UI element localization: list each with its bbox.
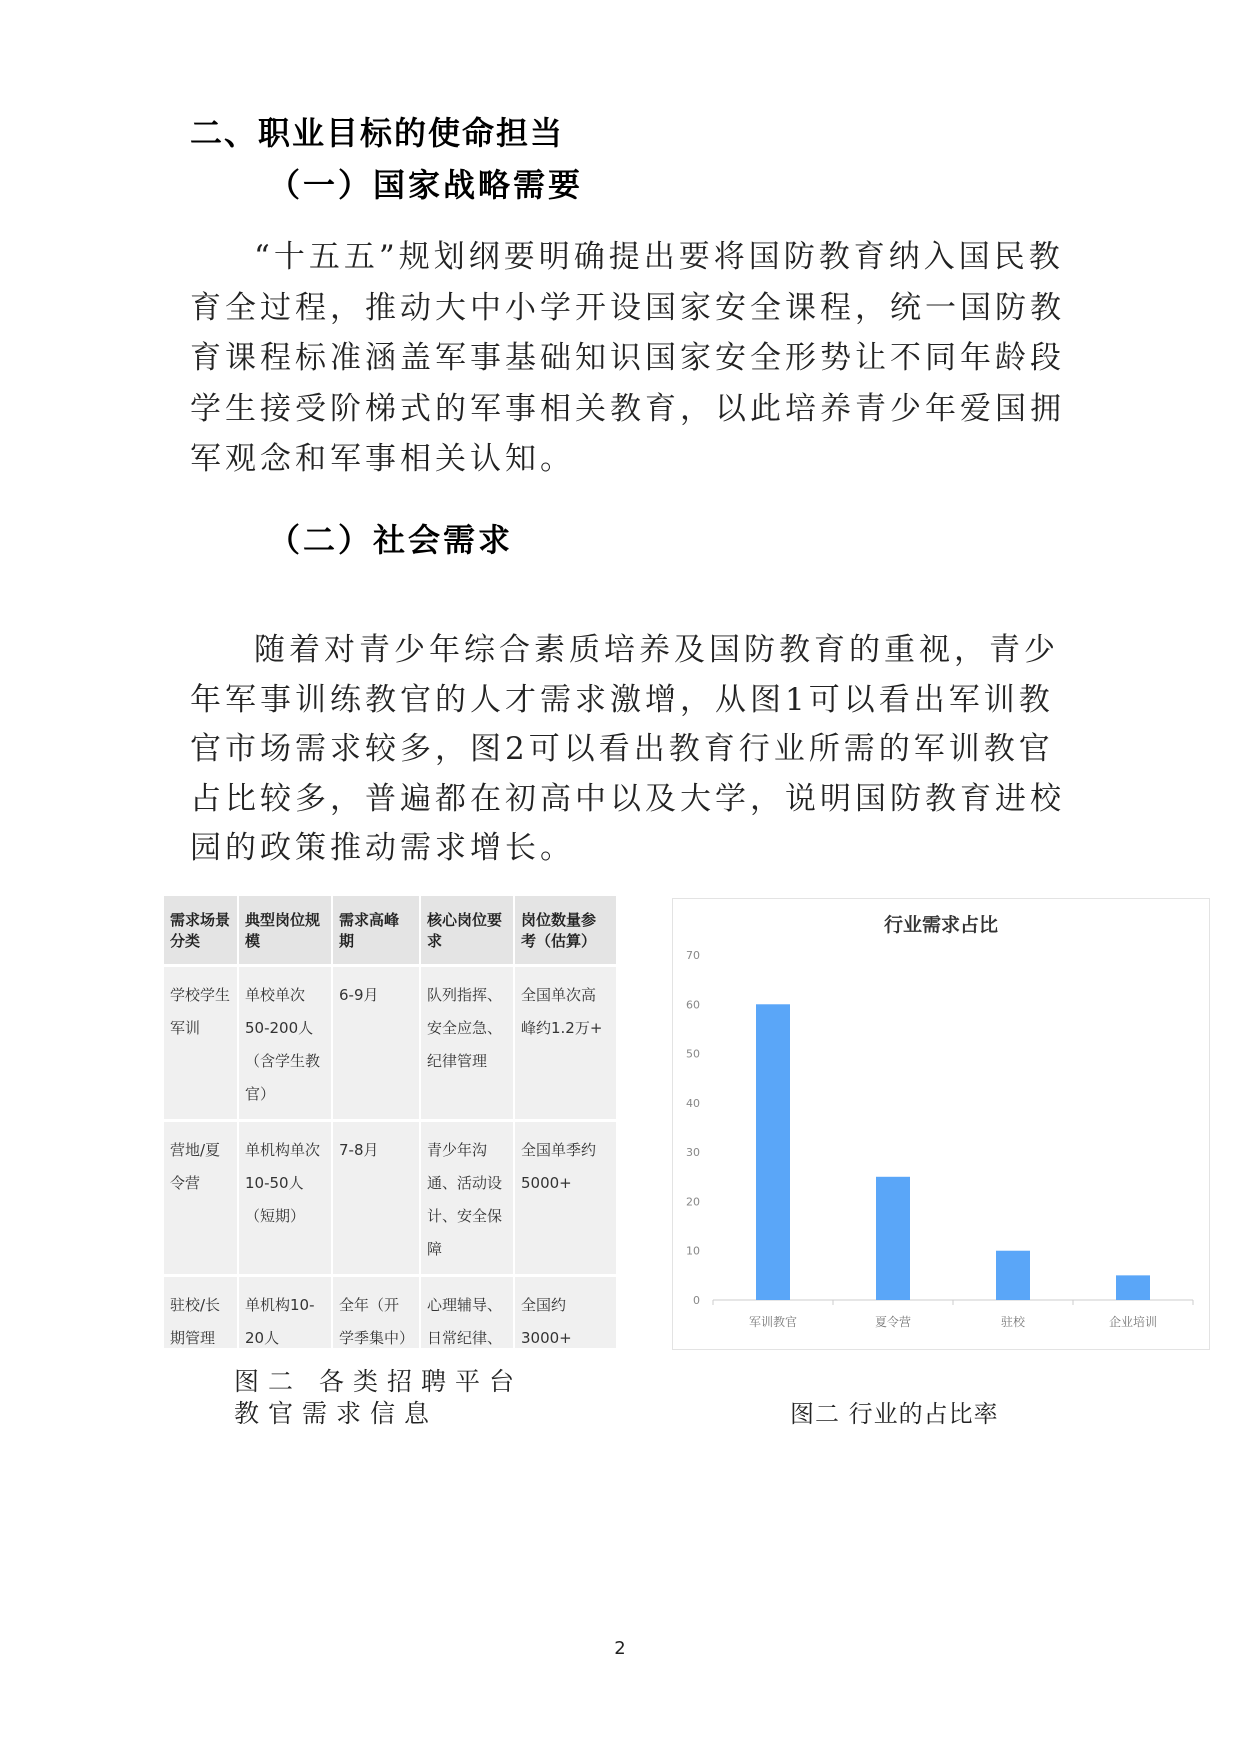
subsection-title-demand: （二）社会需求: [268, 521, 514, 559]
section-title: 二、职业目标的使命担当: [190, 114, 565, 152]
table-cell: 6-9月: [332, 966, 420, 1121]
table-header-cell: 典型岗位规模: [238, 896, 332, 966]
bar: [756, 1004, 790, 1300]
table-caption: 图二 各类招聘平台教官需求信息: [234, 1367, 523, 1428]
table-row: [164, 966, 616, 1121]
table-cell: 全年（开学季集中）: [332, 1276, 420, 1349]
x-tick-label: 军训教官: [748, 1315, 798, 1329]
x-tick-label: 企业培训: [1108, 1315, 1158, 1329]
y-tick-label: 60: [686, 998, 700, 1012]
page-number: 2: [614, 1638, 626, 1659]
table-cell: 单机构10-20人: [238, 1276, 332, 1349]
table-cell: 心理辅导、日常纪律、: [420, 1276, 514, 1349]
table-cell: 学校学生军训: [164, 966, 238, 1121]
paragraph-strategy: “十五五”规划纲要明确提出要将国防教育纳入国民教育全过程，推动大中小学开设国家安全课程，统一国防教育课程标准涵盖军事基础知识国家安全形势让不同年龄段学生接受阶梯式的军事相关教育，以此培养青少年爱国拥军观念和军事相关认知。: [190, 239, 1065, 477]
y-tick-label: 10: [686, 1244, 700, 1258]
table-header-row: [164, 896, 616, 966]
table-cell: 全国约3000+: [514, 1276, 616, 1349]
x-tick-label: 驻校: [1000, 1315, 1026, 1329]
demand-table-figure: [164, 896, 616, 1348]
table-cell: 7-8月: [332, 1121, 420, 1276]
table-cell: 队列指挥、安全应急、纪律管理: [420, 966, 514, 1121]
table-cell: 全国单季约5000+: [514, 1121, 616, 1276]
table-cell: 单校单次50-200人（含学生教官）: [238, 966, 332, 1121]
table-header-cell: 岗位数量参考（估算）: [514, 896, 616, 966]
y-tick-label: 50: [686, 1047, 700, 1061]
table-cell: 单机构单次10-50人（短期）: [238, 1121, 332, 1276]
table-header-cell: 核心岗位要求: [420, 896, 514, 966]
table-cell: 驻校/长期管理: [164, 1276, 238, 1349]
x-tick-label: 夏令营: [874, 1315, 912, 1329]
chart-caption: 图二 行业的占比率: [790, 1400, 999, 1428]
chart-svg: [673, 899, 1209, 1349]
table-cell: 全国单次高峰约1.2万+: [514, 966, 616, 1121]
table-cell: 营地/夏令营: [164, 1121, 238, 1276]
y-tick-label: 70: [686, 949, 700, 962]
bar: [876, 1177, 910, 1300]
y-tick-label: 0: [693, 1294, 700, 1307]
y-tick-label: 20: [686, 1195, 700, 1209]
subsection-title-strategy: （一）国家战略需要: [268, 166, 584, 204]
chart-title: 行业需求占比: [883, 914, 999, 936]
y-tick-label: 40: [686, 1096, 700, 1110]
paragraph-demand: 随着对青少年综合素质培养及国防教育的重视，青少年军事训练教官的人才需求激增，从图1可以看出军训教官市场需求较多，图2可以看出教育行业所需的军训教官占比较多，普遍都在初高中以及大学，说明国防教育进校园的政策推动需求增长。: [190, 632, 1065, 866]
bar: [1116, 1275, 1150, 1300]
table-header-cell: 需求场景分类: [164, 896, 238, 966]
table-row: [164, 1121, 616, 1276]
bar: [996, 1251, 1030, 1300]
demand-table: [164, 896, 616, 1348]
table-cell: 青少年沟通、活动设计、安全保障: [420, 1121, 514, 1276]
table-row: [164, 1276, 616, 1349]
y-tick-label: 30: [686, 1146, 700, 1160]
industry-share-chart: [672, 898, 1210, 1350]
table-header-cell: 需求高峰期: [332, 896, 420, 966]
